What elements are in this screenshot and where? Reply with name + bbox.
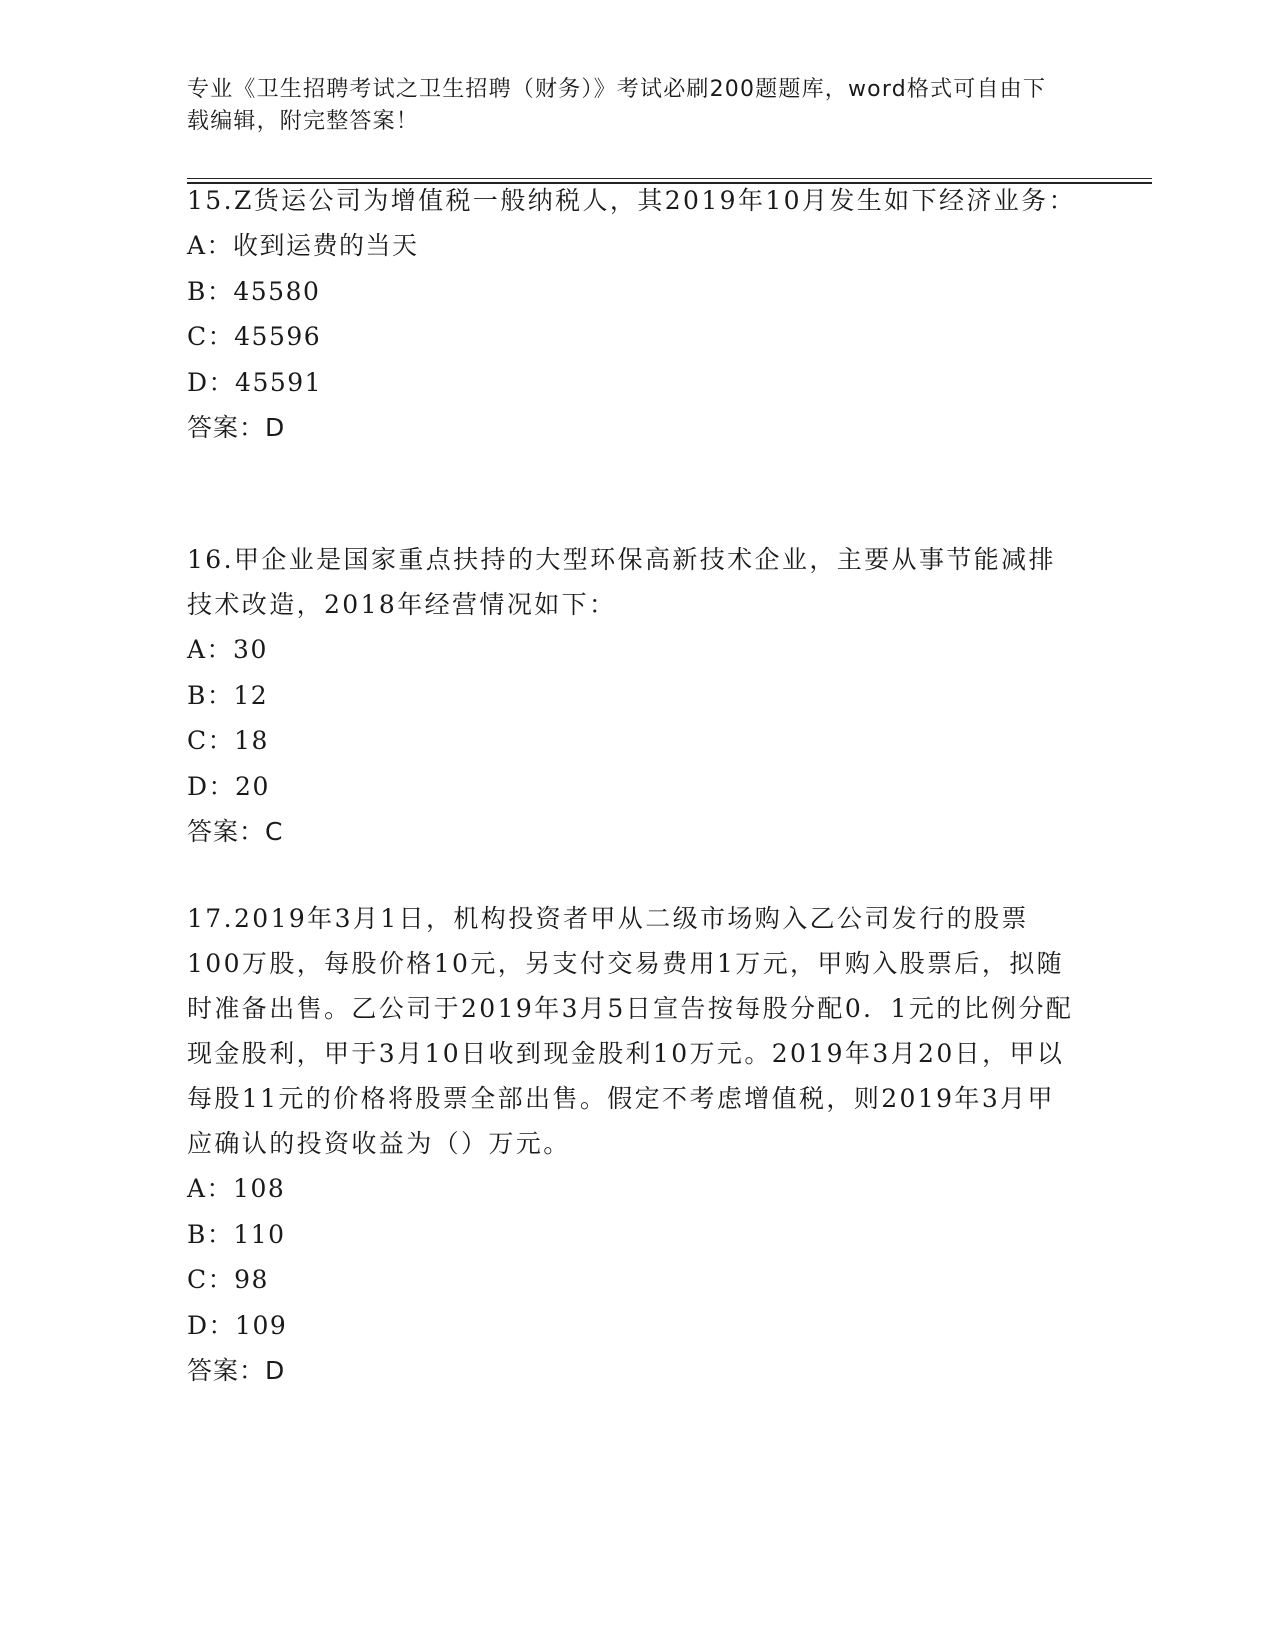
option-a: A：30 (187, 635, 268, 664)
answer: 答案：D (187, 413, 286, 442)
question-stem: 16.甲企业是国家重点扶持的大型环保高新技术企业，主要从事节能减排技术改造，2018年经营情况如下： (187, 545, 1056, 619)
option-d: D：45591 (187, 367, 323, 397)
option-d: D：20 (187, 771, 270, 801)
question-15 (187, 178, 1077, 450)
option-b: B：12 (187, 680, 269, 710)
option-b: B：110 (187, 1219, 286, 1249)
question-stem: 17.2019年3月1日，机构投资者甲从二级市场购入乙公司发行的股票100万股，每股价格10元，另支付交易费用1万元，甲购入股票后，拟随时准备出售。乙公司于2019年3月5日宣告按每股分配0．1元的比例分配现金股利，甲于3月10日收到现金股利10万元。2019年3月20日，甲以每股11元的价格将股票全部出售。假定不考虑增值税，则2019年3月甲应确认的投资收益为（）万元。 (187, 904, 1074, 1158)
question-17 (187, 896, 1077, 1393)
document-header: 专业《卫生招聘考试之卫生招聘（财务）》考试必刷200题题库，word格式可自由下载编辑，附完整答案！ (187, 77, 1047, 134)
option-b: B：45580 (187, 276, 321, 306)
option-a: A：108 (187, 1174, 286, 1203)
option-d: D：109 (187, 1310, 288, 1340)
option-c: C：98 (187, 1265, 269, 1294)
answer: 答案：D (187, 1356, 286, 1385)
option-a: A：收到运费的当天 (187, 231, 419, 260)
option-c: C：45596 (187, 322, 322, 351)
answer: 答案：C (187, 817, 284, 846)
question-stem: 15.Z货运公司为增值税一般纳税人，其2019年10月发生如下经济业务： (187, 186, 1076, 215)
question-16 (187, 537, 1077, 854)
option-c: C：18 (187, 726, 269, 755)
